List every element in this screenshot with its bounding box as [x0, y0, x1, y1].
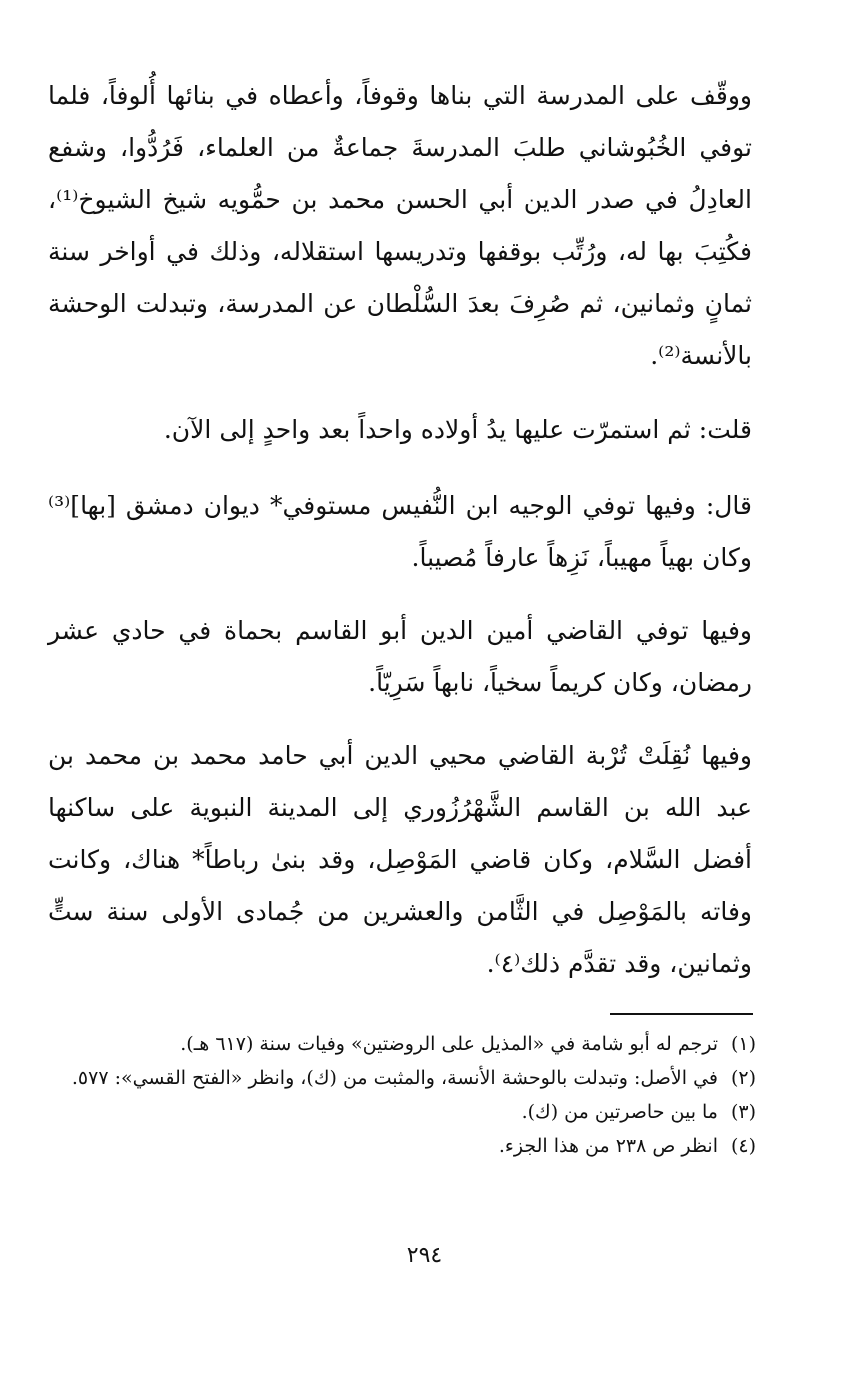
footnote-text: في الأصل: وتبدلت بالوحشة الأنسة، والمثبت من (ك)، وانظر «الفتح القسي»: ٥٧٧.	[71, 1067, 718, 1089]
footnote-text: ما بين حاصرتين من (ك).	[521, 1101, 718, 1123]
footnote-divider	[610, 1013, 753, 1015]
paragraph-waqf: ووقّف على المدرسة التي بناها وقوفاً، وأعطاه في بنائها أُلوفاً، فلما توفي الخُبُوشاني طلبَ المدرسةَ جماعةٌ من العلماء، فَرُدُّوا، وشفع العادِلُ في صدر الدين أبي الحسن محمد بن حمُّويه شيخ الشيوخ⁽¹⁾، فكُتِبَ بها له، ورُتِّب بوقفها وتدريسها استقلاله، وذلك في أواخر سنة ثمانٍ وثمانين، ثم صُرِفَ بعدَ السُّلْطان عن المدرسة، وتبدلت الوحشة بالأنسة⁽²⁾.	[48, 81, 752, 370]
footnote-number: (٢)	[730, 1067, 756, 1089]
page-number: ٢٩٤	[406, 1243, 443, 1268]
footnote-item	[48, 1061, 756, 1095]
paragraph-wajih: قال: وفيها توفي الوجيه ابن النُّفيس مستوفي* ديوان دمشق [بها]⁽³⁾ وكان بهياً مهيباً، نَزِهاً عارفاً مُصيباً.	[48, 491, 752, 572]
footnote-number: (٣)	[730, 1101, 756, 1123]
footnote-item	[48, 1129, 756, 1163]
footnote-number: (٤)	[730, 1135, 756, 1157]
footnote-item	[48, 1027, 756, 1061]
paragraph-amin-al-din: وفيها توفي القاضي أمين الدين أبو القاسم بحماة في حادي عشر رمضان، وكان كريماً سخياً، نابهاً سَرِيّاً.	[48, 616, 752, 697]
paragraph-qultu: قلت: ثم استمرّت عليها يدُ أولاده واحداً بعد واحدٍ إلى الآن.	[163, 415, 752, 444]
footnote-text: انظر ص ٢٣٨ من هذا الجزء.	[498, 1135, 718, 1157]
footnote-text: ترجم له أبو شامة في «المذيل على الروضتين» وفيات سنة (٦١٧ هـ).	[180, 1033, 718, 1055]
footnotes-list	[48, 1027, 756, 1163]
footnote-number: (١)	[730, 1033, 756, 1055]
footnote-item	[48, 1095, 756, 1129]
paragraph-turba: وفيها نُقِلَتْ تُرْبة القاضي محيي الدين أبي حامد محمد بن محمد بن عبد الله بن القاسم الشَّهْرُزُوري إلى المدينة النبوية على ساكنها أفضل السَّلام، وكان قاضي المَوْصِل، وقد بنىٰ رباطاً* هناك، وكانت وفاته بالمَوْصِل في الثَّامن والعشرين من جُمادى الأولى سنة ستٍّ وثمانين، وقد تقدَّم ذلك⁽٤⁾.	[48, 741, 752, 978]
